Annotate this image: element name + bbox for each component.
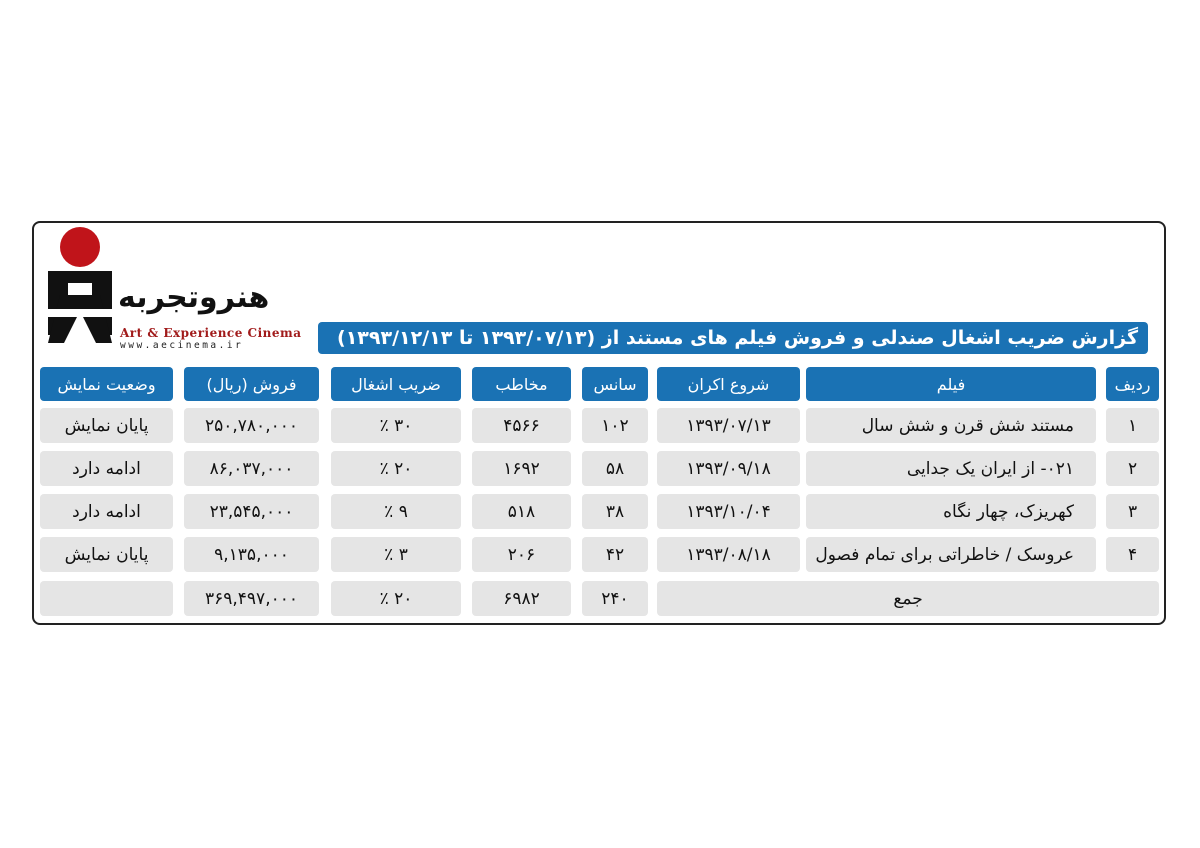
header-start-date: شروع اکران — [657, 367, 800, 401]
logo-url: www.aecinema.ir — [120, 340, 244, 351]
table-row-1-audience: ۴۵۶۶ — [472, 408, 571, 443]
table-row-3-film: کهریزک، چهار نگاه — [806, 494, 1096, 529]
logo-name-english: Art & Experience Cinema — [120, 326, 302, 340]
table-row-4-film: عروسک / خاطراتی برای تمام فصول — [806, 537, 1096, 572]
table-row-4-sessions: ۴۲ — [582, 537, 648, 572]
table-row-2-occupancy: ۲۰ ٪ — [331, 451, 461, 486]
table-row-1-sales: ۲۵۰,۷۸۰,۰۰۰ — [184, 408, 319, 443]
total-occupancy: ۲۰ ٪ — [331, 581, 461, 616]
table-row-3-occupancy: ۹ ٪ — [331, 494, 461, 529]
table-row-4-number: ۴ — [1106, 537, 1159, 572]
total-sessions: ۲۴۰ — [582, 581, 648, 616]
table-row-1-status: پایان نمایش — [40, 408, 173, 443]
table-row-3-start: ۱۳۹۳/۱۰/۰۴ — [657, 494, 800, 529]
table-row-4-sales: ۹,۱۳۵,۰۰۰ — [184, 537, 319, 572]
logo-name-persian: هنروتجربه — [118, 280, 270, 315]
table-row-4-start: ۱۳۹۳/۰۸/۱۸ — [657, 537, 800, 572]
table-row-4-audience: ۲۰۶ — [472, 537, 571, 572]
table-row-3-number: ۳ — [1106, 494, 1159, 529]
table-row-1-number: ۱ — [1106, 408, 1159, 443]
header-occupancy: ضریب اشغال — [331, 367, 461, 401]
header-film: فیلم — [806, 367, 1096, 401]
table-row-1-start: ۱۳۹۳/۰۷/۱۳ — [657, 408, 800, 443]
total-status — [40, 581, 173, 616]
table-row-3-audience: ۵۱۸ — [472, 494, 571, 529]
header-sessions: سانس — [582, 367, 648, 401]
total-label: جمع — [657, 581, 1159, 616]
table-row-1-film: مستند شش قرن و شش سال — [806, 408, 1096, 443]
table-row-2-status: ادامه دارد — [40, 451, 173, 486]
header-status: وضعیت نمایش — [40, 367, 173, 401]
table-row-2-sessions: ۵۸ — [582, 451, 648, 486]
table-row-3-sales: ۲۳,۵۴۵,۰۰۰ — [184, 494, 319, 529]
report-title: گزارش ضریب اشغال صندلی و فروش فیلم های مستند از (۱۳۹۳/۰۷/۱۳ تا ۱۳۹۳/۱۲/۱۳) — [318, 322, 1148, 354]
table-row-2-audience: ۱۶۹۲ — [472, 451, 571, 486]
table-row-2-start: ۱۳۹۳/۰۹/۱۸ — [657, 451, 800, 486]
table-row-3-status: ادامه دارد — [40, 494, 173, 529]
table-row-4-occupancy: ۳ ٪ — [331, 537, 461, 572]
table-row-4-status: پایان نمایش — [40, 537, 173, 572]
table-row-2-sales: ۸۶,۰۳۷,۰۰۰ — [184, 451, 319, 486]
header-sales: فروش (ریال) — [184, 367, 319, 401]
table-row-2-film: ۰۲۱- از ایران یک جدایی — [806, 451, 1096, 486]
header-audience: مخاطب — [472, 367, 571, 401]
table-row-1-sessions: ۱۰۲ — [582, 408, 648, 443]
total-audience: ۶۹۸۲ — [472, 581, 571, 616]
header-row-number: ردیف — [1106, 367, 1159, 401]
table-row-1-occupancy: ۳۰ ٪ — [331, 408, 461, 443]
table-row-2-number: ۲ — [1106, 451, 1159, 486]
table-row-3-sessions: ۳۸ — [582, 494, 648, 529]
total-sales: ۳۶۹,۴۹۷,۰۰۰ — [184, 581, 319, 616]
